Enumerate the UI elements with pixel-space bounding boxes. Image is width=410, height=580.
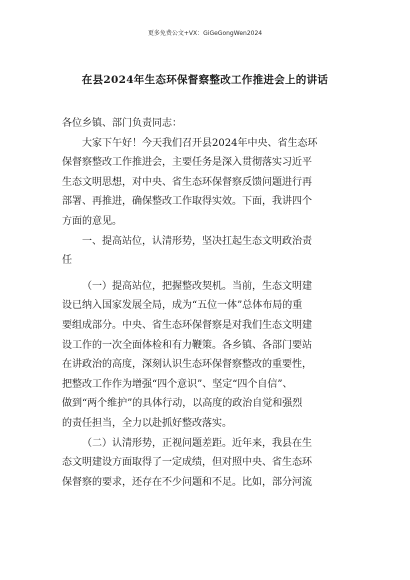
body-line: 设已纳入国家发展全局，成为“五位一体”总体布局的重 [62, 300, 303, 312]
document-title: 在县2024年生态环保督察整改工作推进会上的讲话 [81, 74, 329, 86]
body-line: 部署、再推进，确保整改工作取得实效。下面，我讲四个 [62, 196, 312, 208]
section-heading-line: 一、提高站位，认清形势，坚决扛起生态文明政治责 [82, 235, 312, 247]
body-line: 要组成部分。中央、省生态环保督察是对我们生态文明建 [62, 319, 312, 331]
greeting: 各位乡镇、部门负责同志： [62, 118, 182, 129]
body-line: 做到“两个维护”的具体行动，以高度的政治自觉和强烈 [62, 398, 303, 410]
section-heading-line: 任 [62, 255, 72, 267]
body-line: 设工作的一次全面体检和有力鞭策。各乡镇、各部门要站 [62, 339, 312, 351]
body-line: 方面的意见。 [62, 215, 122, 227]
body-line: 生态文明思想，对中央、省生态环保督察反馈问题进行再 [62, 176, 312, 188]
body-line: 态文明建设方面取得了一定成绩，但对照中央、省生态环 [62, 457, 312, 469]
body-line: 大家下午好！今天我们召开县2024年中央、省生态环 [82, 137, 318, 149]
document-body [62, 114, 346, 492]
body-line: （一）提高站位，把握整改契机。当前，生态文明建 [82, 280, 312, 292]
body-line: 在讲政治的高度，深刻认识生态环保督察整改的重要性， [62, 359, 312, 371]
body-line: （二）认清形势，正视问题差距。近年来，我县在生 [82, 437, 312, 449]
header-note: 更多免费公文+VX：GiGeGongWen2024 [147, 30, 263, 37]
body-line: 把整改工作作为增强“四个意识”、坚定“四个自信”、 [62, 378, 293, 390]
body-line: 保督察整改工作推进会，主要任务是深入贯彻落实习近平 [62, 157, 312, 169]
body-line: 的责任担当，全力以赴抓好整改落实。 [62, 417, 232, 429]
body-line: 保督察的要求，还存在不少问题和不足。比如，部分河流 [62, 476, 312, 488]
